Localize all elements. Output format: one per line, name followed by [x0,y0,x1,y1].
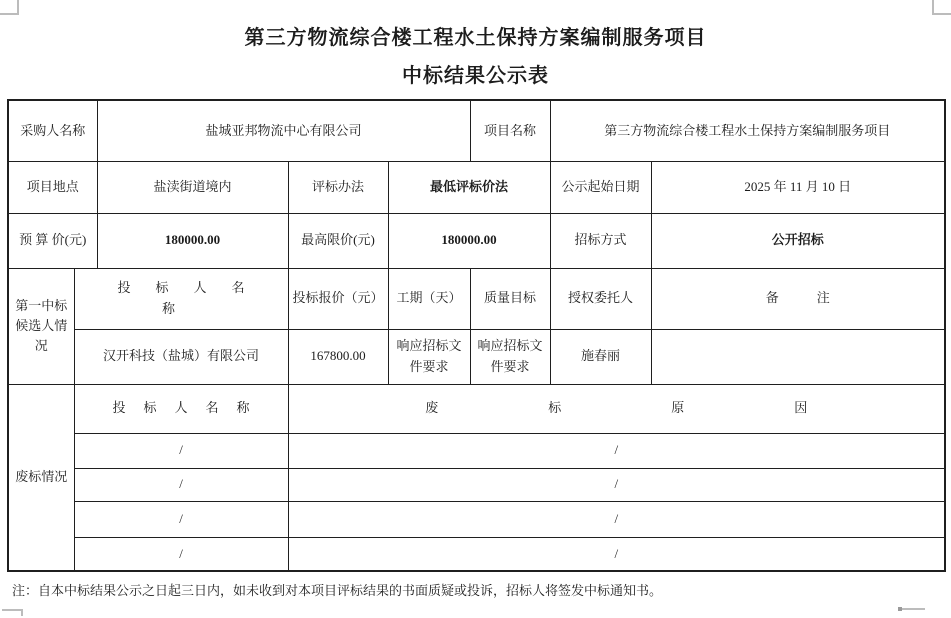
candidate-col-remark: 备注 [651,268,945,329]
crop-mark-top-left-vertical [17,0,19,14]
footer-note: 注：自本中标结果公示之日起三日内，如未收到对本项目评标结果的书面质疑或投诉，招标人将签发中标通知书。 [12,583,663,598]
row-rejected-header [8,384,945,433]
rejected-row [8,501,945,537]
candidate-col-duration: 工期（天） [388,268,470,329]
purchaser-name-value: 盐城亚邦物流中心有限公司 [97,100,470,161]
crop-mark-top-left-horizontal [0,13,19,15]
budget-price-value: 180000.00 [97,213,288,268]
crop-mark-bottom-right-horizontal [902,608,925,610]
max-limit-price-label: 最高限价(元) [288,213,388,268]
rejected-col-bidder-name: 投标人名称 [74,384,288,433]
row-purchaser-project [8,100,945,161]
rejected-reason-cell: / [288,433,945,468]
bid-result-table [7,99,946,572]
evaluation-method-label: 评标办法 [288,161,388,213]
rejected-reason-cell: / [288,537,945,571]
max-limit-price-value: 180000.00 [388,213,550,268]
candidate-col-agent: 授权委托人 [550,268,651,329]
page-title-project-line: 第三方物流综合楼工程水土保持方案编制服务项目 [244,27,707,49]
rejected-bidder-cell: / [74,433,288,468]
candidate-duration: 响应招标文件要求 [388,329,470,384]
candidate-quality: 响应招标文件要求 [470,329,550,384]
rejected-bidder-cell: / [74,537,288,571]
rejected-section-label: 废标情况 [8,384,74,571]
row-candidate-header [8,268,945,329]
candidate-bid-price: 167800.00 [288,329,388,384]
project-location-value: 盐渎街道境内 [97,161,288,213]
evaluation-method-value: 最低评标价法 [388,161,550,213]
row-location-method-date [8,161,945,213]
candidate-col-bid-price: 投标报价（元） [288,268,388,329]
candidate-col-quality: 质量目标 [470,268,550,329]
page-title [0,17,951,93]
tender-mode-value: 公开招标 [651,213,945,268]
rejected-row [8,433,945,468]
row-budget-limit-mode [8,213,945,268]
page-title-table-line: 中标结果公示表 [402,65,549,87]
rejected-reason-cell: / [288,501,945,537]
candidate-agent: 施春丽 [550,329,651,384]
project-location-label: 项目地点 [8,161,97,213]
first-candidate-section-label: 第一中标候选人情况 [8,268,74,384]
row-candidate-data [8,329,945,384]
publicity-start-date-label: 公示起始日期 [550,161,651,213]
crop-mark-bottom-left-vertical [21,609,23,616]
tender-mode-label: 招标方式 [550,213,651,268]
crop-mark-top-right-horizontal [932,13,951,15]
rejected-reason-cell: / [288,468,945,501]
project-name-label: 项目名称 [470,100,550,161]
rejected-col-reason: 废标原因 [288,384,945,433]
rejected-bidder-cell: / [74,468,288,501]
rejected-row [8,468,945,501]
candidate-bidder-name: 汉开科技（盐城）有限公司 [74,329,288,384]
candidate-remark [651,329,945,384]
purchaser-name-label: 采购人名称 [8,100,97,161]
publicity-start-date-value: 2025 年 11 月 10 日 [651,161,945,213]
rejected-bidder-cell: / [74,501,288,537]
project-name-value: 第三方物流综合楼工程水土保持方案编制服务项目 [550,100,945,161]
budget-price-label: 预 算 价(元) [8,213,97,268]
crop-mark-top-right-vertical [932,0,934,14]
rejected-row [8,537,945,571]
crop-mark-bottom-left-horizontal [2,609,22,611]
candidate-col-bidder-name: 投标人名称 [74,268,288,329]
